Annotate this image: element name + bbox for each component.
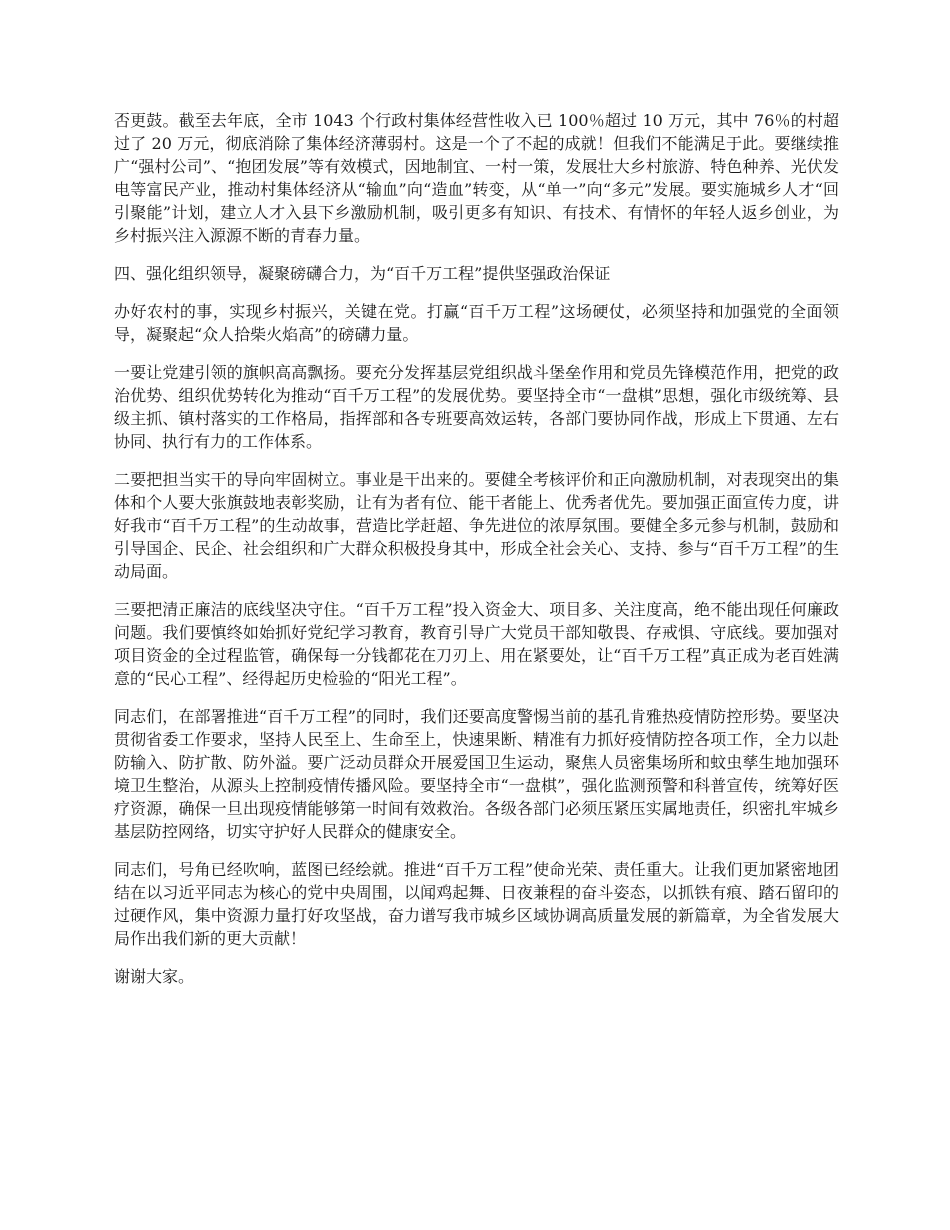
paragraph-party-leadership-intro: 办好农村的事，实现乡村振兴，关键在党。打赢“百千万工程”这场硬仗，必须坚持和加强党的全面领导，凝聚起“众人拾柴火焰高”的磅礴力量。 [114, 302, 839, 344]
paragraph-rural-collective-economy: 否更鼓。截至去年底，全市 1043 个行政村集体经营性收入已 100％超过 10 万元，其中 76％的村超过了 20 万元，彻底消除了集体经济薄弱村。这是一个了不起的成就！但我们不能满足于此。要继续推广“强村公司”、“抱团发展”等有效模式，因地制宜、一村一策，发展壮大乡村旅游、特色种养、光伏发电等富民产业，推动村集体经济从“输血”向“造血”转变，从“单一”向“多元”发展。要实施城乡人才“回引聚能”计划，建立人才入县下乡激励机制，吸引更多有知识、有技术、有情怀的年轻人返乡创业，为乡村振兴注入源源不断的青春力量。 [114, 111, 839, 245]
paragraph-thanks: 谢谢大家。 [114, 967, 195, 986]
section-heading-four: 四、强化组织领导，凝聚磅礴合力，为“百千万工程”提供坚强政治保证 [114, 264, 611, 283]
paragraph-point-three: 三要把清正廉洁的底线坚决守住。“百千万工程”投入资金大、项目多、关注度高，绝不能出现任何廉政问题。我们要慎终如始抓好党纪学习教育，教育引导广大党员干部知敬畏、存戒惧、守底线。要加强对项目资金的全过程监管，确保每一分钱都花在刀刃上、用在紧要处，让“百千万工程”真正成为老百姓满意的“民心工程”、经得起历史检验的“阳光工程”。 [114, 600, 839, 688]
paragraph-point-two: 二要把担当实干的导向牢固树立。事业是干出来的。要健全考核评价和正向激励机制，对表现突出的集体和个人要大张旗鼓地表彰奖励，让有为者有位、能干者能上、优秀者优先。要加强正面宣传力度，讲好我市“百千万工程”的生动故事，营造比学赶超、争先进位的浓厚氛围。要健全多元参与机制，鼓励和引导国企、民企、社会组织和广大群众积极投身其中，形成全社会关心、支持、参与“百千万工程”的生动局面。 [114, 470, 839, 581]
document-body [114, 109, 839, 1003]
paragraph-closing-call: 同志们，号角已经吹响，蓝图已经绘就。推进“百千万工程”使命光荣、责任重大。让我们更加紧密地团结在以习近平同志为核心的党中央周围，以闻鸡起舞、日夜兼程的奋斗姿态，以抓铁有痕、踏石留印的过硬作风，集中资源力量打好攻坚战，奋力谱写我市城乡区域协调高质量发展的新篇章，为全省发展大局作出我们新的更大贡献！ [114, 860, 839, 948]
paragraph-epidemic-prevention: 同志们，在部署推进“百千万工程”的同时，我们还要高度警惕当前的基孔肯雅热疫情防控形势。要坚决贯彻省委工作要求，坚持人民至上、生命至上，快速果断、精准有力抓好疫情防控各项工作，全力以赴防输入、防扩散、防外溢。要广泛动员群众开展爱国卫生运动，聚焦人员密集场所和蚊虫孳生地加强环境卫生整治，从源头上控制疫情传播风险。要坚持全市“一盘棋”，强化监测预警和科普宣传，统筹好医疗资源，确保一旦出现疫情能够第一时间有效救治。各级各部门必须压紧压实属地责任，织密扎牢城乡基层防控网络，切实守护好人民群众的健康安全。 [114, 707, 839, 841]
paragraph-point-one: 一要让党建引领的旗帜高高飘扬。要充分发挥基层党组织战斗堡垒作用和党员先锋模范作用，把党的政治优势、组织优势转化为推动“百千万工程”的发展优势。要坚持全市“一盘棋”思想，强化市级统筹、县级主抓、镇村落实的工作格局，指挥部和各专班要高效运转，各部门要协同作战，形成上下贯通、左右协同、执行有力的工作体系。 [114, 363, 839, 451]
